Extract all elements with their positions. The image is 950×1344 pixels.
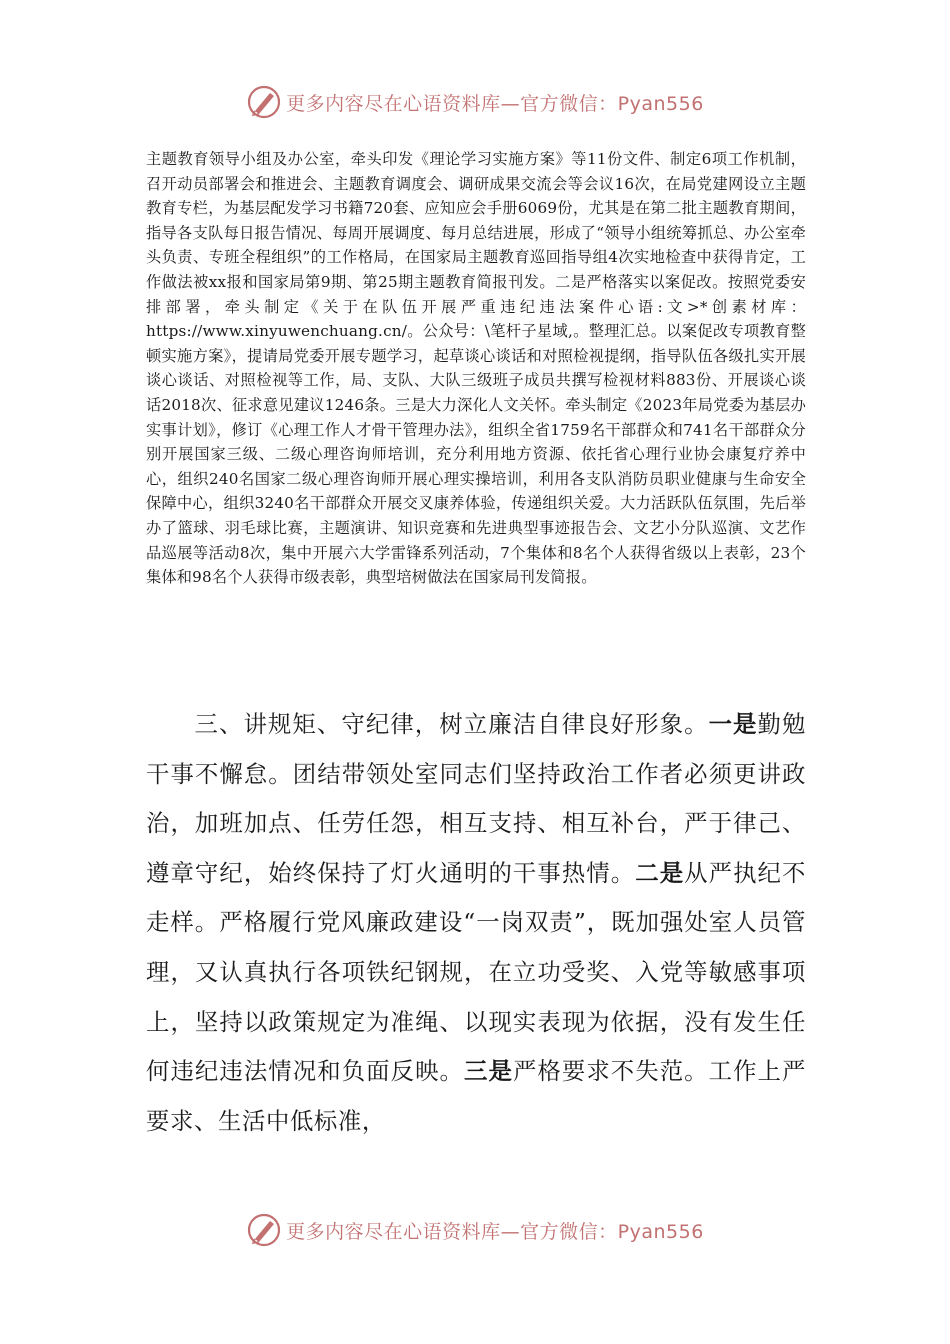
body-paragraph-small: 主题教育领导小组及办公室，牵头印发《理论学习实施方案》等11份文件、制定6项工作机制，召开动员部署会和推进会、主题教育调度会、调研成果交流会等会议16次，在局党建网设立主题教育专栏，为基层配发学习书籍720套、应知应会手册6069份，尤其是在第二批主题教育期间，指导各支队每日报告情况、每周开展调度、每月总结进展，形成了“领导小组统筹抓总、办公室牵头负责、专班全程组织”的工作格局，在国家局主题教育巡回指导组4次实地检查中获得肯定，工作做法被xx报和国家局第9期、第25期主题教育简报刊发。二是严格落实以案促改。按照党委安排部署，牵头制定《关于在队伍开展严重违纪违法案件心语:文>*创素材库：https://www.xinyuwenchuang.cn/。公众号：\笔杆子星域,。整理汇总。以案促改专项教育整顿实施方案》，提请局党委开展专题学习，起草谈心谈话和对照检视提纲，指导队伍各级扎实开展谈心谈话、对照检视等工作，局、支队、大队三级班子成员共撰写检视材料883份、开展谈心谈话2018次、征求意见建议1246条。三是大力深化人文关怀。牵头制定《2023年局党委为基层办实事计划》，修订《心理工作人才骨干管理办法》，组织全省1759名干部群众和741名干部群众分别开展国家三级、二级心理咨询师培训，充分利用地方资源、依托省心理行业协会康复疗养中心，组织240名国家二级心理咨询师开展心理实操培训，利用各支队消防员职业健康与生命安全保障中心，组织3240名干部群众开展交叉康养体验，传递组织关爱。大力活跃队伍氛围，先后举办了篮球、羽毛球比赛，主题演讲、知识竞赛和先进典型事迹报告会、文艺小分队巡演、文艺作品巡展等活动8次，集中开展六大学雷锋系列活动，7个集体和8名个人获得省级以上表彰，23个集体和98名个人获得市级表彰，典型培树做法在国家局刊发简报。 xyxy=(146,150,806,587)
footer-banner xyxy=(0,1208,950,1252)
point-label-2: 二是 xyxy=(635,858,685,887)
point-label-1: 一是 xyxy=(708,710,758,738)
body-paragraph-large xyxy=(146,700,806,1146)
pen-circle-logo-icon xyxy=(246,84,282,120)
point-label-3: 三是 xyxy=(464,1057,513,1086)
header-banner-text: 更多内容尽在心语资料库—官方微信：Pyan556 xyxy=(286,92,704,115)
point-text-3: 严格要求不失范。工作上严要求、生活中低标准， xyxy=(146,1057,806,1135)
point-text-2: 从严执纪不走样。严格履行党风廉政建设“一岗双责”，既加强处室人员管理，又认真执行各项铁纪钢规，在立功受奖、入党等敏感事项上，坚持以政策规定为准绳、以现实表现为依据，没有发生任何违纪违法情况和负面反映。 xyxy=(146,858,807,1086)
footer-banner-text: 更多内容尽在心语资料库—官方微信：Pyan556 xyxy=(286,1220,704,1243)
point-text-1: 勤勉干事不懈怠。团结带领处室同志们坚持政治工作者必须更讲政治，加班加点、任劳任怨，相互支持、相互补台，严于律己、遵章守纪，始终保持了灯火通明的干事热情。 xyxy=(146,710,807,887)
header-banner xyxy=(0,80,950,124)
section-heading: 三、讲规矩、守纪律，树立廉洁自律良好形象。 xyxy=(194,710,709,738)
pen-circle-logo-icon xyxy=(246,1212,282,1248)
